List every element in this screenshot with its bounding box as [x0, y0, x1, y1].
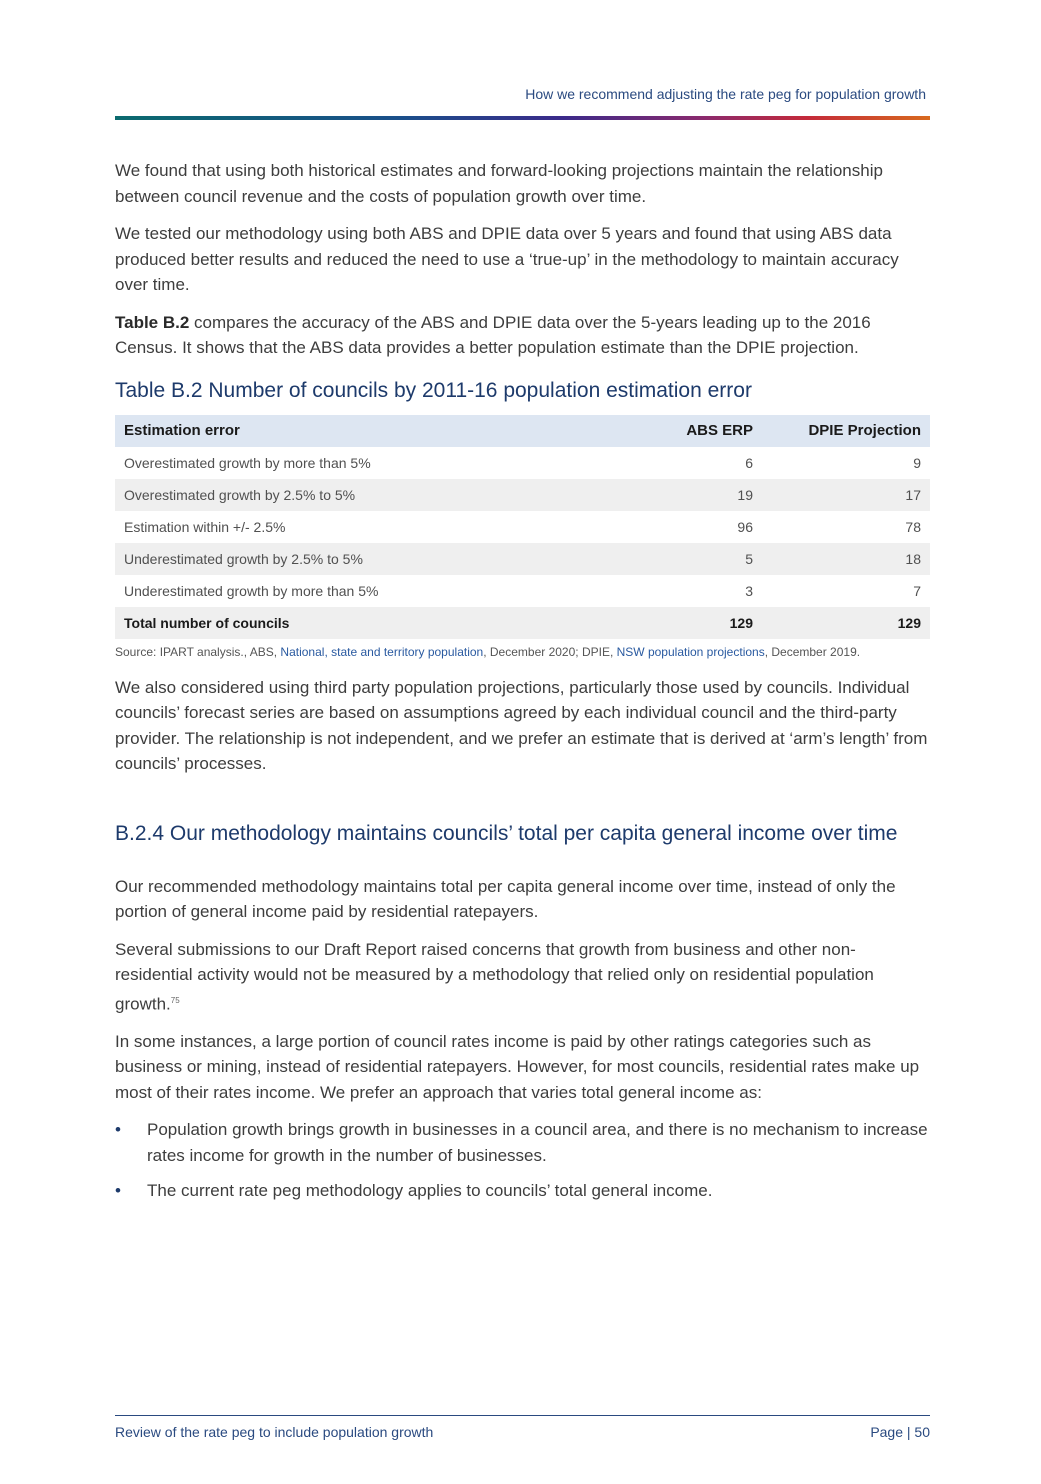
bullet-icon: • [115, 1120, 121, 1140]
table-row [115, 575, 930, 607]
footnote-ref[interactable]: 75 [170, 995, 180, 1005]
row-label: Overestimated growth by 2.5% to 5% [115, 479, 624, 511]
source-link-abs[interactable]: National, state and territory population [280, 644, 484, 659]
abs-value: 5 [624, 543, 762, 575]
table-total-row [115, 607, 930, 639]
row-label: Overestimated growth by more than 5% [124, 454, 371, 471]
abs-value: 19 [624, 479, 762, 511]
row-label: Underestimated growth by 2.5% to 5% [115, 543, 624, 575]
row-label: Estimation within +/- 2.5% [124, 518, 286, 535]
paragraph-3 [115, 310, 930, 361]
running-header: How we recommend adjusting the rate peg for population growth [525, 86, 926, 102]
total-dpie: 129 [762, 607, 930, 639]
dpie-value: 9 [913, 454, 921, 471]
paragraph-4: We also considered using third party population projections, particularly those used by councils. Individual councils’ forecast series are based on assumptions agreed by each individual council and the third-party provider. The relationship is not independent, and we prefer an estimate that is derived at ‘arm’s length’ from councils’ processes. [115, 677, 928, 773]
bullet-item [115, 1178, 930, 1204]
row-label: Underestimated growth by more than 5% [124, 582, 379, 599]
dpie-value: 7 [913, 582, 921, 599]
total-label: Total number of councils [115, 607, 624, 639]
footer-title: Review of the rate peg to include population growth [115, 1424, 434, 1440]
dpie-value: 18 [762, 543, 930, 575]
dpie-value: 17 [762, 479, 930, 511]
bullet-list [115, 1117, 930, 1204]
header-rule [115, 116, 930, 120]
page-content [115, 158, 930, 1214]
bullet-icon: • [115, 1181, 121, 1201]
table-row [115, 511, 930, 543]
estimation-error-table [115, 415, 930, 639]
table-row [115, 543, 930, 575]
abs-value: 6 [745, 454, 753, 471]
bullet-item [115, 1117, 930, 1168]
source-middle: , December 2020; DPIE, [483, 644, 617, 659]
table-header-row [115, 415, 930, 447]
footer-rule [115, 1415, 930, 1416]
paragraph-3-text: compares the accuracy of the ABS and DPIE data over the 5-years leading up to the 2016 Census. It shows that the ABS data provides a better population estimate than the DPIE projection. [115, 312, 871, 357]
dpie-value: 78 [905, 518, 921, 535]
source-suffix: , December 2019. [764, 644, 861, 659]
bullet-text: The current rate peg methodology applies to councils’ total general income. [147, 1181, 713, 1201]
paragraph-7: In some instances, a large portion of council rates income is paid by other ratings categories such as business or mining, instead of residential ratepayers. However, for most councils, residential rates make up most of their rates income. We prefer an approach that varies total general income as: [115, 1031, 920, 1102]
abs-value: 96 [737, 518, 753, 535]
header-estimation-error: Estimation error [115, 415, 624, 447]
table-source-note [115, 645, 930, 659]
source-prefix: Source: IPART analysis., ABS, [115, 644, 281, 659]
table-title: Table B.2 Number of councils by 2011-16 population estimation error [115, 378, 752, 402]
bullet-text: Population growth brings growth in businesses in a council area, and there is no mechanism to increase rates income for growth in the number of businesses. [147, 1120, 928, 1165]
source-link-dpie[interactable]: NSW population projections [616, 644, 765, 659]
table-row [115, 479, 930, 511]
paragraph-6-text: Several submissions to our Draft Report raised concerns that growth from business and other non-residential activity would not be measured by a methodology that relied only on residential population growth. [115, 939, 874, 1014]
total-abs: 129 [624, 607, 762, 639]
section-heading: B.2.4 Our methodology maintains councils’ total per capita general income over time [115, 821, 898, 845]
paragraph-6 [115, 937, 930, 1017]
header-abs-erp: ABS ERP [624, 415, 762, 447]
abs-value: 3 [745, 582, 753, 599]
table-reference: Table B.2 [115, 312, 190, 332]
paragraph-2: We tested our methodology using both ABS and DPIE data over 5 years and found that using ABS data produced better results and reduced the need to use a ‘true-up’ in the methodology to maintain accuracy over time. [115, 224, 899, 294]
table-row [115, 447, 930, 479]
paragraph-1: We found that using both historical estimates and forward-looking projections maintain the relationship between council revenue and the costs of population growth over time. [115, 161, 883, 206]
paragraph-5: Our recommended methodology maintains total per capita general income over time, instead of only the portion of general income paid by residential ratepayers. [115, 876, 896, 921]
page-number: Page | 50 [870, 1424, 930, 1440]
header-dpie-projection: DPIE Projection [762, 415, 930, 447]
